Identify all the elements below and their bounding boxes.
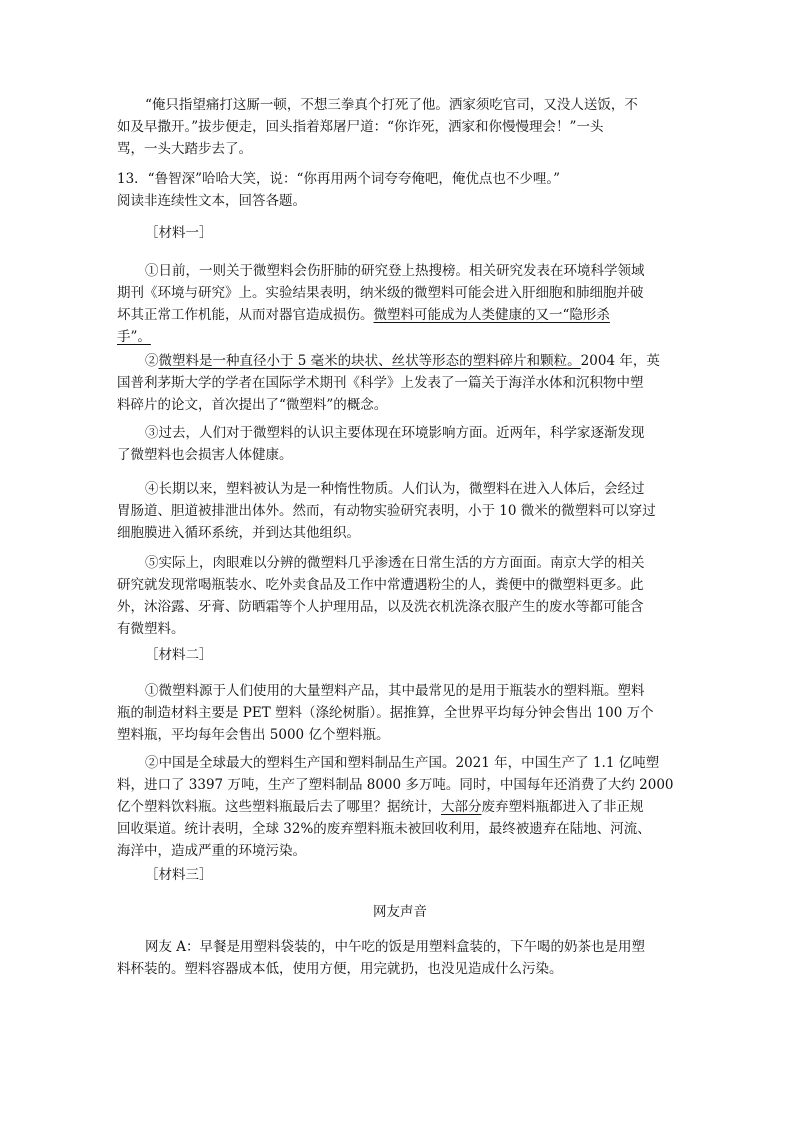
text-line: 回收渠道。统计表明，全球 32%的废弃塑料瓶未被回收利用，最终被遗弃在陆地、河流、 — [117, 821, 651, 837]
instruction-line: 阅读非连续性文本，回答各题。 — [117, 193, 306, 209]
material-1-paragraph-3 — [117, 422, 683, 466]
text-line: 细胞膜进入循环系统，并到达其他组织。 — [117, 525, 360, 541]
material-3-heading: ［材料三］ — [145, 867, 213, 883]
material-1-paragraph-1 — [117, 260, 683, 348]
text-line — [117, 326, 683, 348]
underlined-sentence: 微塑料是一种直径小于 5 毫米的块状、丝状等形态的塑料碎片和颗粒。 — [158, 353, 581, 369]
material-1-heading: ［材料一］ — [145, 225, 213, 241]
text-line: 有微塑料。 — [117, 621, 185, 637]
text-line: 外，沐浴露、牙膏、防晒霜等个人护理用品，以及洗衣机洗涤衣服产生的废水等都可能含 — [117, 599, 644, 615]
text-line: 期刊《环境与研究》上。实验结果表明，纳米级的微塑料可能会进入肝细胞和肺细胞并破 — [117, 285, 644, 301]
text-line: 料，进口了 3397 万吨，生产了塑料制品 8000 多万吨。同时，中国每年还消费了大约 2000 — [117, 777, 674, 793]
quote-paragraph — [117, 94, 683, 160]
material-2-heading: ［材料二］ — [145, 647, 213, 663]
text-line: 网友 A：早餐是用塑料袋装的，中午吃的饭是用塑料盒装的，下午喝的奶茶也是用塑 — [145, 939, 646, 955]
text-line: 料碎片的论文，首次提出了“微塑料”的概念。 — [117, 397, 388, 413]
text-line: 如及早撒开。”拔步便走，回头指着郑屠尸道：“你诈死，洒家和你慢慢理会！”一头 — [117, 119, 604, 135]
text-line: 国普利茅斯大学的学者在国际学术期刊《科学》上发表了一篇关于海洋水体和沉积物中塑 — [117, 375, 644, 391]
material-1-paragraph-2 — [117, 350, 683, 416]
text-line: 海洋中，造成严重的环境污染。 — [117, 843, 306, 859]
question-line: 13．“鲁智深”哈哈大笑，说：“你再用两个词夸夸俺吧，俺优点也不少哩。” — [117, 171, 561, 187]
text-line: 塑料瓶，平均每年会售出 5000 亿个塑料瓶。 — [117, 727, 390, 743]
text-line: ②微塑料是一种直径小于 5 毫米的块状、丝状等形态的塑料碎片和颗粒。2004 年，英 — [145, 353, 660, 369]
material-1-paragraph-4 — [117, 478, 683, 544]
text-line: ⑤实际上，肉眼难以分辨的微塑料几乎渗透在日常生活的方方面面。南京大学的相关 — [145, 555, 645, 571]
underlined-sentence: 手”。 — [117, 329, 151, 345]
material-3-paragraph-1 — [117, 936, 683, 980]
text-line: 胃肠道、胆道被排泄出体外。然而，有动物实验研究表明，小于 10 微米的微塑料可以穿过 — [117, 503, 656, 519]
text-line: 了微塑料也会损害人体健康。 — [117, 447, 293, 463]
underlined-sentence: 微塑料可能成为人类健康的又一“隐形杀 — [373, 307, 610, 323]
text-line: 料杯装的。塑料容器成本低，使用方便，用完就扔，也没见造成什么污染。 — [117, 961, 563, 977]
text-line: 瓶的制造材料主要是 PET 塑料（涤纶树脂）。据推算，全世界平均每分钟会售出 100 万个 — [117, 705, 654, 721]
section-title: 网友声音 — [373, 904, 427, 920]
text-line: 亿个塑料饮料瓶。这些塑料瓶最后去了哪里？据统计，大部分废弃塑料瓶都进入了非正规 — [117, 799, 644, 815]
text-line: ②中国是全球最大的塑料生产国和塑料制品生产国。2021 年，中国生产了 1.1 亿吨塑 — [145, 755, 660, 771]
text-line: ④长期以来，塑料被认为是一种惰性物质。人们认为，微塑料在进入人体后，会经过 — [145, 481, 645, 497]
text-line: 骂，一头大踏步去了。 — [117, 141, 252, 157]
text-line: ①日前，一则关于微塑料会伤肝肺的研究登上热搜榜。相关研究发表在环境科学领域 — [145, 263, 645, 279]
question-13 — [117, 168, 683, 212]
text-line: ①微塑料源于人们使用的大量塑料产品，其中最常见的是用于瓶装水的塑料瓶。塑料 — [145, 683, 645, 699]
material-2-paragraph-1 — [117, 680, 683, 746]
text-line: 坏其正常工作机能，从而对器官造成损伤。微塑料可能成为人类健康的又一“隐形杀 — [117, 307, 610, 323]
material-1-paragraph-5 — [117, 552, 683, 640]
underlined-word: 大部分 — [441, 799, 482, 815]
text-line: 研究就发现常喝瓶装水、吃外卖食品及工作中常遭遇粉尘的人，粪便中的微塑料更多。此 — [117, 577, 644, 593]
text-line: ③过去，人们对于微塑料的认识主要体现在环境影响方面。近两年，科学家逐渐发现 — [145, 425, 645, 441]
material-2-paragraph-2 — [117, 752, 683, 862]
text-line: “俺只指望痛打这厮一顿，不想三拳真个打死了他。洒家须吃官司，又没人送饭，不 — [145, 97, 638, 113]
